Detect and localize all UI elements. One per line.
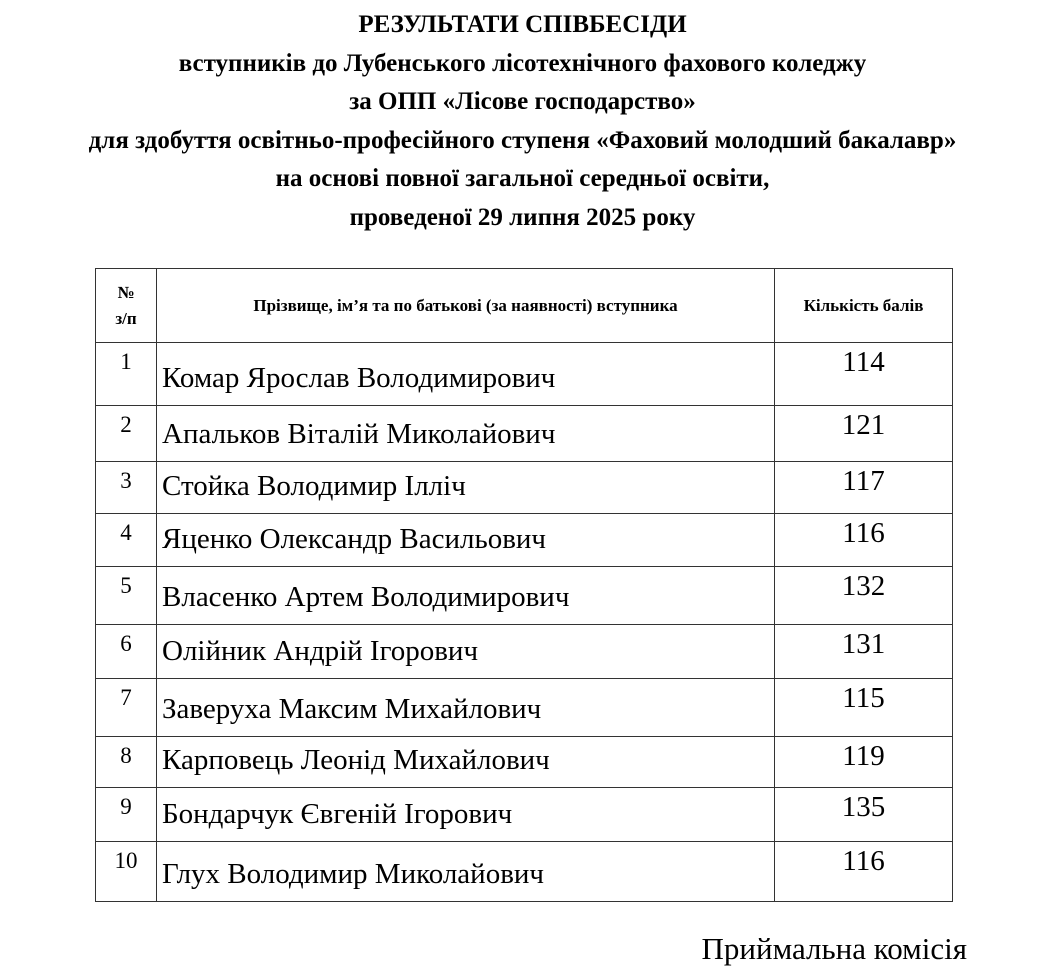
row-score: 117	[775, 462, 953, 514]
header-number	[96, 269, 157, 343]
header-number-abbr: з/п	[115, 308, 137, 328]
table-header-row	[96, 269, 953, 343]
row-number: 4	[96, 514, 157, 567]
row-score: 131	[775, 625, 953, 679]
row-name: Стойка Володимир Ілліч	[157, 462, 775, 514]
row-number: 7	[96, 679, 157, 737]
row-name: Заверуха Максим Михайлович	[157, 679, 775, 737]
heading-line-program: за ОПП «Лісове господарство»	[349, 88, 696, 116]
row-number: 2	[96, 406, 157, 462]
table-row	[96, 343, 953, 406]
row-score: 115	[775, 679, 953, 737]
table-row	[96, 737, 953, 788]
row-name: Власенко Артем Володимирович	[157, 567, 775, 625]
row-name: Карповець Леонід Михайлович	[157, 737, 775, 788]
heading-line-degree: для здобуття освітньо-професійного ступеня «Фаховий молодший бакалавр»	[88, 126, 957, 154]
header-name: Прізвище, ім’я та по батькові (за наявності) вступника	[157, 269, 775, 343]
document-heading	[0, 6, 1045, 238]
row-score: 132	[775, 567, 953, 625]
row-score: 116	[775, 842, 953, 902]
header-score: Кількість балів	[775, 269, 953, 343]
results-table	[95, 268, 953, 902]
row-score: 116	[775, 514, 953, 567]
admissions-committee-signature: Приймальна комісія	[701, 931, 967, 966]
table-row	[96, 625, 953, 679]
heading-line-college: вступників до Лубенського лісотехнічного фахового коледжу	[178, 49, 867, 77]
row-number: 9	[96, 788, 157, 842]
row-name: Комар Ярослав Володимирович	[157, 343, 775, 406]
row-score: 121	[775, 406, 953, 462]
row-score: 135	[775, 788, 953, 842]
heading-title: РЕЗУЛЬТАТИ СПІВБЕСІДИ	[358, 11, 687, 38]
row-name: Бондарчук Євгеній Ігорович	[157, 788, 775, 842]
row-number: 6	[96, 625, 157, 679]
heading-line-basis: на основі повної загальної середньої освіти,	[275, 165, 770, 193]
row-score: 119	[775, 737, 953, 788]
row-number: 1	[96, 343, 157, 406]
table-row	[96, 462, 953, 514]
row-score: 114	[775, 343, 953, 406]
table-row	[96, 788, 953, 842]
table-row	[96, 842, 953, 902]
row-name: Яценко Олександр Васильович	[157, 514, 775, 567]
row-number: 8	[96, 737, 157, 788]
header-number-symbol: №	[117, 282, 135, 302]
row-number: 3	[96, 462, 157, 514]
row-number: 10	[96, 842, 157, 902]
row-number: 5	[96, 567, 157, 625]
heading-line-date: проведеної 29 липня 2025 року	[349, 203, 696, 231]
table-row	[96, 406, 953, 462]
table-row	[96, 679, 953, 737]
row-name: Олійник Андрій Ігорович	[157, 625, 775, 679]
table-row	[96, 514, 953, 567]
row-name: Глух Володимир Миколайович	[157, 842, 775, 902]
row-name: Апальков Віталій Миколайович	[157, 406, 775, 462]
table-row	[96, 567, 953, 625]
